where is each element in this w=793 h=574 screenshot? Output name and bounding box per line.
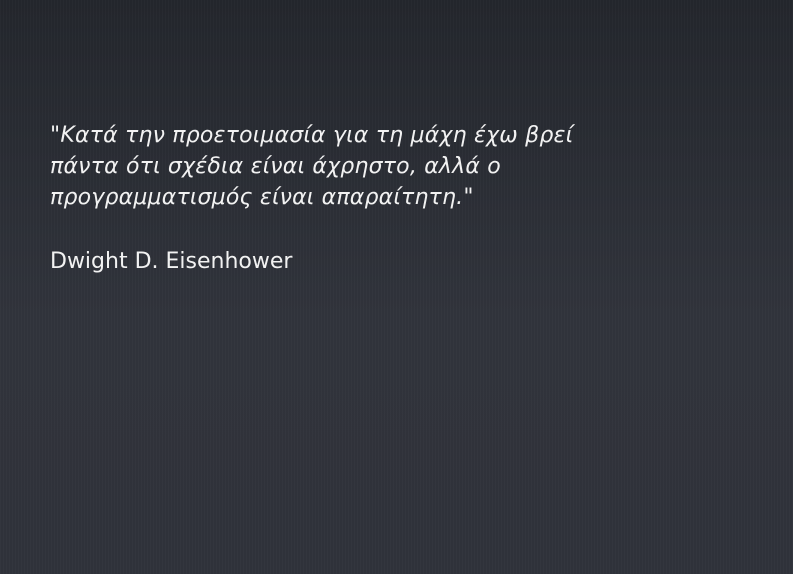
quote-block <box>50 120 750 277</box>
quote-line-1: "Κατά την προετοιμασία για τη μάχη έχω βρεί <box>50 123 574 148</box>
quote-line-2: πάντα ότι σχέδια είναι άχρηστο, αλλά ο <box>50 154 501 179</box>
quote-line-3: προγραμματισμός είναι απαραίτητη." <box>50 185 474 210</box>
quote-author: Dwight D. Eisenhower <box>50 249 293 274</box>
quote-text <box>50 120 750 213</box>
